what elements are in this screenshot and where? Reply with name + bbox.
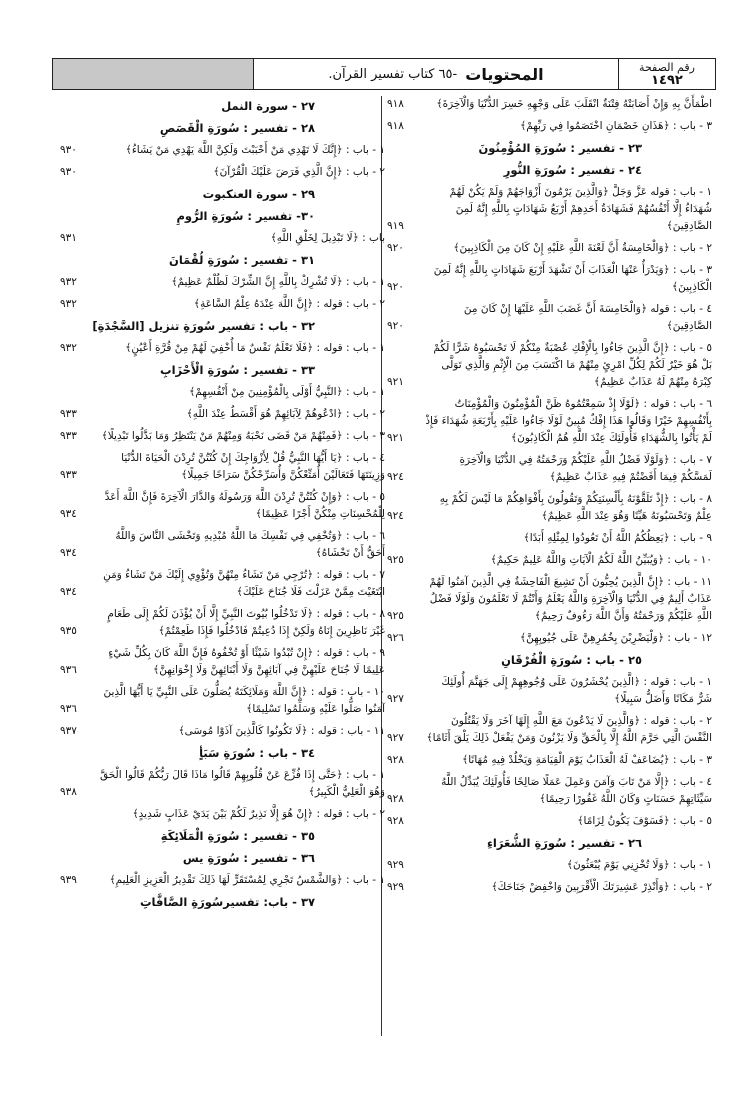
page-subtitle: -٦٥ كتاب تفسير القرآن. — [328, 66, 458, 82]
toc-entry — [387, 630, 712, 647]
toc-entry — [60, 567, 385, 601]
toc-entry — [387, 452, 712, 486]
toc-entry-page: ٩٣٦ — [60, 703, 77, 715]
toc-entry-text: ٣ - باب : ﴿وَيَدْرَأُ عَنْهَا الْعَذَابَ أَنْ تَشْهَدَ أَرْبَعَ شَهَادَاتٍ بِاللَّهِ إِنَّهُ لَمِنَ الْكَاذِبِينَ﴾ — [433, 264, 712, 293]
toc-entry-page: ٩٣٧ — [60, 725, 77, 737]
toc-entry-page: ٩٣٠ — [60, 144, 77, 156]
toc-heading: ٢٧ - سورة النمل — [221, 99, 315, 113]
toc-entry-text: ٦ - باب : ﴿وَتُخْفِي فِي نَفْسِكَ مَا اللَّهُ مُبْدِيهِ وَتَخْشَى النَّاسَ وَاللَّهُ أَحَقُّ أَنْ تَخْشَاهُ﴾ — [115, 530, 385, 559]
toc-entry-text: ١ - باب : ﴿حَتَّى إِذَا فُزِّعَ عَنْ قُلُوبِهِمْ قَالُوا مَاذَا قَالَ رَبُّكُمْ قَالُوا الْحَقَّ وَهُوَ الْعَلِيُّ الْكَبِيرُ﴾ — [100, 769, 385, 798]
toc-entry — [60, 489, 385, 523]
toc-heading: ٢٦ - تفسير : سُورَةِ الشُّعَرَاءِ — [487, 836, 642, 850]
toc-entry — [387, 530, 712, 547]
toc-entry-page: ٩٣٢ — [60, 298, 77, 310]
page-title: المحتويات — [465, 64, 544, 84]
toc-heading: ٢٨ - تفسير : سُورَةِ الْقَصَصِ — [159, 121, 315, 135]
toc-entry — [387, 301, 712, 335]
toc-entry-text: ٢ - باب : ﴿إِنَّ الَّذِي فَرَضَ عَلَيْكَ الْقُرْآنَ﴾ — [213, 166, 385, 178]
toc-entry — [60, 723, 385, 740]
toc-entry-page: ٩٢١ — [387, 376, 404, 388]
toc-entry — [387, 491, 712, 525]
toc-entry-page: ٩٣٥ — [60, 625, 77, 637]
toc-entry-text: ١ - باب : ﴿إِنَّكَ لَا تَهْدِي مَنْ أَحْبَبْتَ وَلَكِنَّ اللَّهَ يَهْدِي مَنْ يَشَاءُ﴾ — [125, 144, 385, 156]
toc-entry-text: ٩ - باب : ﴿يَعِظُكُمُ اللَّهُ أَنْ تَعُودُوا لِمِثْلِهِ أَبَدًا﴾ — [523, 532, 712, 544]
toc-entry-page: ٩١٨ — [387, 120, 404, 132]
toc-entry — [60, 450, 385, 484]
toc-entry-text: ١١ - باب : ﴿إِنَّ الَّذِينَ يُحِبُّونَ أَنْ تَشِيعَ الْفَاحِشَةُ فِي الَّذِينَ آمَنُوا لَهُمْ عَذَابٌ أَلِيمٌ فِي الدُّنْيَا وَالْآخِرَةِ وَاللَّهُ يَعْلَمُ وَأَنْتُمْ لَا تَعْلَمُونَ وَلَوْلَا فَضْلُ اللَّهِ عَلَيْكُمْ وَرَحْمَتُهُ وَأَنَّ اللَّهَ رَءُوفٌ رَحِيمٌ﴾ — [429, 576, 712, 622]
toc-entry-text: ٢ - باب : قوله : ﴿إِنْ هُوَ إِلَّا نَذِيرٌ لَكُمْ بَيْنَ يَدَيْ عَذَابٍ شَدِيدٍ﴾ — [132, 808, 385, 820]
toc-entry-text: ٤ - باب : قوله ﴿وَالْخَامِسَةَ أَنَّ غَضَبَ اللَّهِ عَلَيْهَا إِنْ كَانَ مِنَ الصَّادِقِينَ﴾ — [463, 303, 712, 332]
toc-entry — [60, 872, 385, 889]
toc-entry — [60, 767, 385, 801]
toc-heading: ٣٠- تفسير : سُورَةِ الرُّومِ — [176, 209, 315, 223]
toc-heading: ٣٢ - باب : تفسير سُورَةِ تنزيل [السَّجْدَةِ] — [92, 319, 315, 333]
toc-entry-text: ٢ - باب : قوله : ﴿إِنَّ اللَّهَ عِنْدَهُ عِلْمُ السَّاعَةِ﴾ — [193, 298, 385, 310]
toc-entry — [387, 184, 712, 235]
toc-entry-text: ٢ - باب : ﴿ادْعُوهُمْ لِآبَائِهِمْ هُوَ أَقْسَطُ عِنْدَ اللَّهِ﴾ — [186, 408, 385, 420]
toc-entry-text: ٣ - باب : ﴿يُضَاعَفْ لَهُ الْعَذَابُ يَوْمَ الْقِيَامَةِ وَيَخْلُدْ فِيهِ مُهَانًا﴾ — [462, 754, 712, 766]
toc-entry-page: ٩٢٥ — [387, 610, 404, 622]
toc-entry-page: ٩٢٩ — [387, 881, 404, 893]
toc-entry-text: ١٢ - باب : ﴿وَلْيَضْرِبْنَ بِخُمُرِهِنَّ عَلَى جُيُوبِهِنَّ﴾ — [520, 632, 712, 644]
toc-entry — [387, 713, 712, 747]
toc-entry-text: ١ - باب : قوله : ﴿الَّذِينَ يُحْشَرُونَ عَلَى وُجُوهِهِمْ إِلَى جَهَنَّمَ أُولَئِكَ شَرٌّ مَكَانًا وَأَضَلُّ سَبِيلًا﴾ — [441, 676, 712, 705]
toc-entry-text: ١ - باب : قوله عَزَّ وَجَلَّ ﴿وَالَّذِينَ يَرْمُونَ أَزْوَاجَهُمْ وَلَمْ يَكُنْ لَهُمْ شُهَدَاءُ إِلَّا أَنْفُسُهُمْ فَشَهَادَةُ أَحَدِهِمْ أَرْبَعُ شَهَادَاتٍ بِاللَّهِ إِنَّهُ لَمِنَ الصَّادِقِينَ﴾ — [449, 186, 712, 232]
toc-entry-page: ٩٢٠ — [387, 320, 404, 332]
toc-entry — [60, 164, 385, 181]
toc-entry-text: ١ - باب : ﴿وَالشَّمْسُ تَجْرِي لِمُسْتَقَرٍّ لَهَا ذَلِكَ تَقْدِيرُ الْعَزِيزِ الْعَلِيمِ﴾ — [109, 874, 385, 886]
toc-heading: ٣٥ - تفسير : سُورَةِ الْمَلَائِكَةِ — [160, 829, 315, 843]
toc-entry — [60, 384, 385, 401]
toc-heading: ٣٤ - باب : سُورَةِ سَبَأٍ — [199, 746, 315, 760]
toc-entry — [60, 142, 385, 159]
toc-entry-page: ٩٢٠ — [387, 281, 404, 293]
toc-entry-page: ٩٣٢ — [60, 342, 77, 354]
toc-entry-text: باب : ﴿لَا تَبْدِيلَ لِخَلْقِ اللَّهِ﴾ — [270, 232, 385, 244]
toc-heading: ٢٣ - تفسير : سُورَةِ المُؤْمِنُونَ — [478, 141, 642, 155]
toc-entry-text: ١١ - باب : قوله : ﴿لَا تَكُونُوا كَالَّذِينَ آذَوْا مُوسَى﴾ — [178, 725, 385, 737]
toc-entry-page: ٩٢٩ — [387, 859, 404, 871]
toc-entry-text: ١٠ - باب : ﴿وَيُبَيِّنُ اللَّهُ لَكُمُ الْآيَاتِ وَاللَّهُ عَلِيمٌ حَكِيمٌ﴾ — [490, 554, 712, 566]
toc-entry-page: ٩٣٤ — [60, 586, 77, 598]
toc-entry-text: ٢ - باب : ﴿وَالْخَامِسَةُ أَنَّ لَعْنَةَ اللَّهِ عَلَيْهِ إِنْ كَانَ مِنَ الْكَاذِبِينَ﴾ — [453, 242, 712, 254]
toc-heading: ٣٧ - باب: تفسيرسُورَةِ الصَّافَّاتِ — [139, 895, 315, 909]
toc-entry-page: ٩٣٩ — [60, 874, 77, 886]
toc-entry — [387, 96, 712, 113]
toc-entry-page: ٩٣٦ — [60, 664, 77, 676]
toc-entry-page: ٩٣٣ — [60, 430, 77, 442]
toc-heading: ٢٥ - باب : سُورَةِ الْفُرْقَانِ — [501, 653, 642, 667]
page-number: ١٤٩٢ — [651, 73, 683, 88]
toc-entry-text: ٢ - باب : ﴿وَأَنْذِرْ عَشِيرَتَكَ الْأَقْرَبِينَ وَاخْفِضْ جَنَاحَكَ﴾ — [491, 881, 712, 893]
toc-entry — [60, 428, 385, 445]
page-header — [52, 58, 716, 90]
toc-entry-page: ٩١٨ — [387, 98, 404, 110]
toc-entry — [60, 274, 385, 291]
toc-entry — [387, 552, 712, 569]
toc-entry-page: ٩٢١ — [387, 432, 404, 444]
toc-entry — [60, 296, 385, 313]
toc-entry-page: ٩٢٥ — [387, 554, 404, 566]
toc-entry-page: ٩٣٤ — [60, 508, 77, 520]
toc-entry-text: ٥ - باب : ﴿وَإِنْ كُنْتُنَّ تُرِدْنَ اللَّهَ وَرَسُولَهُ وَالدَّارَ الْآخِرَةَ فَإِنَّ اللَّهَ أَعَدَّ لِلْمُحْسِنَاتِ مِنْكُنَّ أَجْرًا عَظِيمًا﴾ — [104, 491, 385, 520]
header-title-area — [254, 59, 618, 89]
toc-entry-text: ٩ - باب : قوله : ﴿إِنْ تُبْدُوا شَيْئًا أَوْ تُخْفُوهُ فَإِنَّ اللَّهَ كَانَ بِكُلِّ شَيْءٍ عَلِيمًا لَا جُنَاحَ عَلَيْهِنَّ فِي آبَائِهِنَّ وَلَا أَبْنَائِهِنَّ وَلَا إِخْوَانِهِنَّ﴾ — [108, 647, 385, 676]
toc-entry-page: ٩٣٢ — [60, 276, 77, 288]
toc-entry-page: ٩٢٨ — [387, 754, 404, 766]
toc-entry-page: ٩٣١ — [60, 232, 77, 244]
toc-entry-text: ٨ - باب : ﴿إِذْ تَلَقَّوْنَهُ بِأَلْسِنَتِكُمْ وَتَقُولُونَ بِأَفْوَاهِكُمْ مَا لَيْسَ لَكُمْ بِهِ عِلْمٌ وَتَحْسَبُونَهُ هَيِّنًا وَهُوَ عِنْدَ اللَّهِ عَظِيمٌ﴾ — [439, 493, 712, 522]
toc-entry-page: ٩٢٤ — [387, 471, 404, 483]
toc-entry — [387, 118, 712, 135]
header-shaded-panel — [53, 59, 254, 89]
toc-entry — [387, 857, 712, 874]
toc-entry — [387, 774, 712, 808]
toc-entry-text: ١ - باب : ﴿النَّبِيُّ أَوْلَى بِالْمُؤْمِنِينَ مِنْ أَنْفُسِهِمْ﴾ — [189, 386, 385, 398]
toc-entry — [387, 396, 712, 447]
toc-entry — [60, 340, 385, 357]
toc-heading: ٣١ - تفسير : سُورَةِ لُقْمَانَ — [169, 253, 315, 267]
toc-entry — [60, 806, 385, 823]
toc-entry — [387, 262, 712, 296]
toc-heading: ٢٤ - تفسير : سُورَةِ النُّورِ — [503, 163, 642, 177]
toc-entry-page: ٩٢٧ — [387, 693, 404, 705]
toc-entry-page: ٩٢٨ — [387, 815, 404, 827]
toc-entry — [60, 645, 385, 679]
page-number-box — [618, 59, 715, 89]
toc-entry-text: ٣ - باب : ﴿هَذَانِ خَصْمَانِ اخْتَصَمُوا فِي رَبِّهِمْ﴾ — [520, 120, 712, 132]
toc-left-column — [60, 96, 385, 916]
toc-entry — [387, 674, 712, 708]
toc-heading: ٣٦ - تفسير : سُورَةِ يس — [182, 851, 315, 865]
toc-entry-text: ٥ - باب : ﴿فَسَوْفَ يَكُونُ لِزَامًا﴾ — [577, 815, 712, 827]
toc-entry — [60, 528, 385, 562]
toc-heading: ٣٣ - تفسير : سُورَةِ الْأَحْزَابِ — [160, 363, 315, 377]
toc-entry-text: ٤ - باب : ﴿إِلَّا مَنْ تَابَ وَآمَنَ وَعَمِلَ عَمَلًا صَالِحًا فَأُولَئِكَ يُبَدِّلُ اللَّهُ سَيِّئَاتِهِمْ حَسَنَاتٍ وَكَانَ اللَّهُ غَفُورًا رَحِيمًا﴾ — [441, 776, 712, 805]
toc-entry — [60, 606, 385, 640]
toc-entry — [387, 340, 712, 391]
toc-entry-text: ٣ - باب : ﴿فَمِنْهُمْ مَنْ قَضَى نَحْبَهُ وَمِنْهُمْ مَنْ يَنْتَظِرُ وَمَا بَدَّلُوا تَبْدِيلًا﴾ — [101, 430, 385, 442]
toc-entry-text: ٨ - باب : قوله : ﴿لَا تَدْخُلُوا بُيُوتَ النَّبِيِّ إِلَّا أَنْ يُؤْذَنَ لَكُمْ إِلَى طَعَامٍ غَيْرَ نَاظِرِينَ إِنَاهُ وَلَكِنْ إِذَا دُعِيتُمْ فَادْخُلُوا فَإِذَا طَعِمْتُمْ﴾ — [107, 608, 385, 637]
toc-entry-text: ١ - باب : ﴿لَا تُشْرِكْ بِاللَّهِ إِنَّ الشِّرْكَ لَظُلْمٌ عَظِيمٌ﴾ — [171, 276, 385, 288]
toc-entry — [60, 406, 385, 423]
toc-entry-page: ٩٣٠ — [60, 166, 77, 178]
toc-entry-text: ٤ - باب : ﴿يَا أَيُّهَا النَّبِيُّ قُلْ لِأَزْوَاجِكَ إِنْ كُنْتُنَّ تُرِدْنَ الْحَيَاةَ الدُّنْيَا وَزِينَتَهَا فَتَعَالَيْنَ أُمَتِّعْكُنَّ وَأُسَرِّحْكُنَّ سَرَاحًا جَمِيلًا﴾ — [121, 452, 385, 481]
toc-entry-page: ٩٣٤ — [60, 547, 77, 559]
toc-entry-page: ٩١٩ — [387, 220, 404, 232]
toc-heading: ٢٩ - سورة العنكبوت — [202, 187, 315, 201]
toc-entry-page: ٩٣٨ — [60, 786, 77, 798]
toc-entry — [60, 684, 385, 718]
toc-entry-page: ٩٣٣ — [60, 408, 77, 420]
toc-entry-text: ٢ - باب : قوله : ﴿وَالَّذِينَ لَا يَدْعُونَ مَعَ اللَّهِ إِلَهًا آخَرَ وَلَا يَقْتُلُونَ النَّفْسَ الَّتِي حَرَّمَ اللَّهُ إِلَّا بِالْحَقِّ وَلَا يَزْنُونَ وَمَنْ يَفْعَلْ ذَلِكَ يَلْقَ أَثَامًا﴾ — [426, 715, 712, 744]
toc-entry-text: ٧ - باب : قوله : ﴿تُرْجِي مَنْ تَشَاءُ مِنْهُنَّ وَتُؤْوِي إِلَيْكَ مَنْ تَشَاءُ وَمَنِ ابْتَغَيْتَ مِمَّنْ عَزَلْتَ فَلَا جُنَاحَ عَلَيْكَ﴾ — [103, 569, 385, 598]
toc-entry — [60, 230, 385, 247]
toc-entry — [387, 240, 712, 257]
page-number-label: رقم الصفحة — [639, 61, 695, 74]
toc-entry-text: ١٠ - باب : قوله : ﴿إِنَّ اللَّهَ وَمَلَائِكَتَهُ يُصَلُّونَ عَلَى النَّبِيِّ يَا أَيُّهَا الَّذِينَ آمَنُوا صَلُّوا عَلَيْهِ وَسَلِّمُوا تَسْلِيمًا﴾ — [103, 686, 385, 715]
toc-entry-page: ٩٢٠ — [387, 242, 404, 254]
toc-entry-text: ١ - باب : قوله : ﴿فَلَا تَعْلَمُ نَفْسٌ مَا أُخْفِيَ لَهُمْ مِنْ قُرَّةِ أَعْيُنٍ﴾ — [125, 342, 385, 354]
toc-entry-page: ٩٣٣ — [60, 469, 77, 481]
toc-entry-text: ١ - باب : ﴿وَلَا تُخْزِنِي يَوْمَ يُبْعَثُونَ﴾ — [566, 859, 712, 871]
toc-entry-text: ٧ - باب : ﴿وَلَوْلَا فَضْلُ اللَّهِ عَلَيْكُمْ وَرَحْمَتُهُ فِي الدُّنْيَا وَالْآخِرَةِ لَمَسَّكُمْ فِيمَا أَفَضْتُمْ فِيهِ عَذَابٌ عَظِيمٌ﴾ — [459, 454, 712, 483]
toc-right-column — [387, 96, 712, 901]
toc-entry-text: اطْمَأَنَّ بِهِ وَإِنْ أَصَابَتْهُ فِتْنَةٌ انْقَلَبَ عَلَى وَجْهِهِ خَسِرَ الدُّنْيَا وَالْآخِرَةَ﴾ — [436, 98, 712, 110]
toc-entry-page: ٩٢٨ — [387, 793, 404, 805]
toc-entry-page: ٩٢٤ — [387, 510, 404, 522]
toc-entry — [387, 752, 712, 769]
toc-entry — [387, 574, 712, 625]
toc-entry-page: ٩٢٧ — [387, 732, 404, 744]
toc-entry-text: ٥ - باب : ﴿إِنَّ الَّذِينَ جَاءُوا بِالْإِفْكِ عُصْبَةٌ مِنْكُمْ لَا تَحْسَبُوهُ شَرًّا لَكُمْ بَلْ هُوَ خَيْرٌ لَكُمْ لِكُلِّ امْرِئٍ مِنْهُمْ مَا اكْتَسَبَ مِنَ الْإِثْمِ وَالَّذِي تَوَلَّى كِبْرَهُ مِنْهُمْ لَهُ عَذَابٌ عَظِيمٌ﴾ — [433, 342, 712, 388]
toc-entry — [387, 813, 712, 830]
toc-entry-text: ٦ - باب : قوله : ﴿لَوْلَا إِذْ سَمِعْتُمُوهُ ظَنَّ الْمُؤْمِنُونَ وَالْمُؤْمِنَاتُ بِأَنْفُسِهِمْ خَيْرًا وَقَالُوا هَذَا إِفْكٌ مُبِينٌ لَوْلَا جَاءُوا عَلَيْهِ بِأَرْبَعَةِ شُهَدَاءَ فَإِذْ لَمْ يَأْتُوا بِالشُّهَدَاءِ فَأُولَئِكَ عِنْدَ اللَّهِ هُمُ الْكَاذِبُونَ﴾ — [425, 398, 712, 444]
toc-entry-page: ٩٢٦ — [387, 632, 404, 644]
toc-entry — [387, 879, 712, 896]
